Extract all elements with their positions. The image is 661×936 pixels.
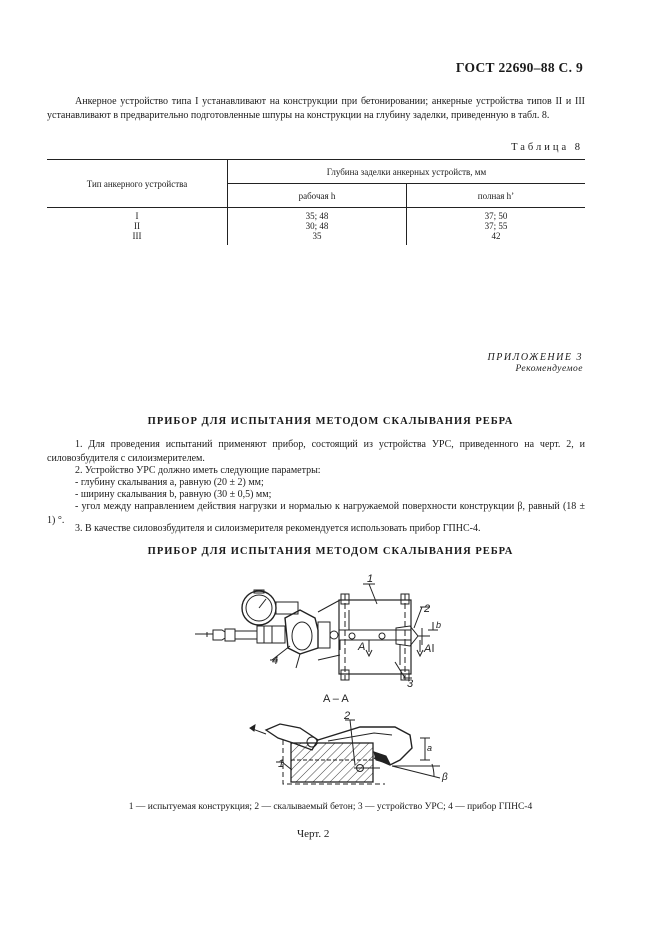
label-3: 3 [407,678,414,690]
label-a-right: A [424,643,432,655]
cell-work: 35; 48 [228,208,407,222]
label-section-aa: A – A [323,693,349,705]
cell-type: I [47,208,228,222]
label-2-section: 2 [344,710,351,722]
label-4: 4 [272,655,279,667]
item-1: 1. Для проведения испытаний применяют прибор, состоящий из устройства УРС, приведенного на черт. 2, и силовозбудителя с силоизмерителем. [47,439,585,464]
label-b: b [436,620,442,630]
item-2a: - глубину скалывания a, равную (20 ± 2) мм; [75,477,264,488]
section-view [250,720,440,784]
section-title: ПРИБОР ДЛЯ ИСПЫТАНИЯ МЕТОДОМ СКАЛЫВАНИЯ РЕБРА [147,416,514,427]
cell-type: III [47,231,228,245]
table-header-depth: Глубина заделки анкерных устройств, мм [228,160,586,184]
label-2: 2 [424,603,431,615]
figure-caption: 1 — испытуемая конструкция; 2 — скалываемый бетон; 3 — устройство УРС; 4 — прибор ГПНС-4 [128,802,533,812]
probe-rod [195,626,285,643]
appendix-title: ПРИЛОЖЕНИЕ 3 [487,352,583,363]
cell-work: 30; 48 [228,221,407,231]
table-header-work: рабочая h [228,184,407,208]
item-3: 3. В качестве силовозбудителя и силоизмерителя рекомендуется использовать прибор ГПНС-4. [75,523,481,534]
label-1: 1 [367,573,374,585]
cell-full: 42 [491,231,501,241]
cell-type: II [47,221,228,231]
appendix-subtitle: Рекомендуемое [515,364,583,374]
item-2c: - угол между направлением действия нагрузки и нормалью к нагружаемой поверхности конструкции β, равный (18 ± 1) °. [47,501,585,526]
table-header-type: Тип анкерного устройства [47,160,228,208]
label-1-section: 1 [278,758,285,770]
label-beta: β [442,772,448,783]
gpns-device-body [285,600,340,668]
cell-work: 35 [228,231,407,245]
table-caption: Таблица 8 [511,142,583,153]
label-a-left: A [358,641,366,653]
item-2: 2. Устройство УРС должно иметь следующие параметры: [75,465,321,476]
cell-full: 37; 50 [484,211,508,221]
leader-lines [270,584,430,678]
intro-paragraph: Анкерное устройство типа I устанавливают на конструкции при бетонировании; анкерные устройства типов II и III устанавливают в предварительно подготовленные шпуры на конструкции на глубину заделки, приведенную в табл. 8. [47,96,585,121]
urs-frame [339,594,430,680]
cell-full: 37; 55 [484,221,508,231]
figure-title: ПРИБОР ДЛЯ ИСПЫТАНИЯ МЕТОДОМ СКАЛЫВАНИЯ РЕБРА [147,546,514,557]
table-header-full: полная h’ [407,184,586,208]
item-2b: - ширину скалывания b, равную (30 ± 0,5) мм; [75,489,272,500]
drawing-number: Черт. 2 [297,828,330,840]
dial-gauge [242,590,298,625]
label-a-dim: a [427,743,433,753]
page-header: ГОСТ 22690–88 С. 9 [455,60,583,75]
